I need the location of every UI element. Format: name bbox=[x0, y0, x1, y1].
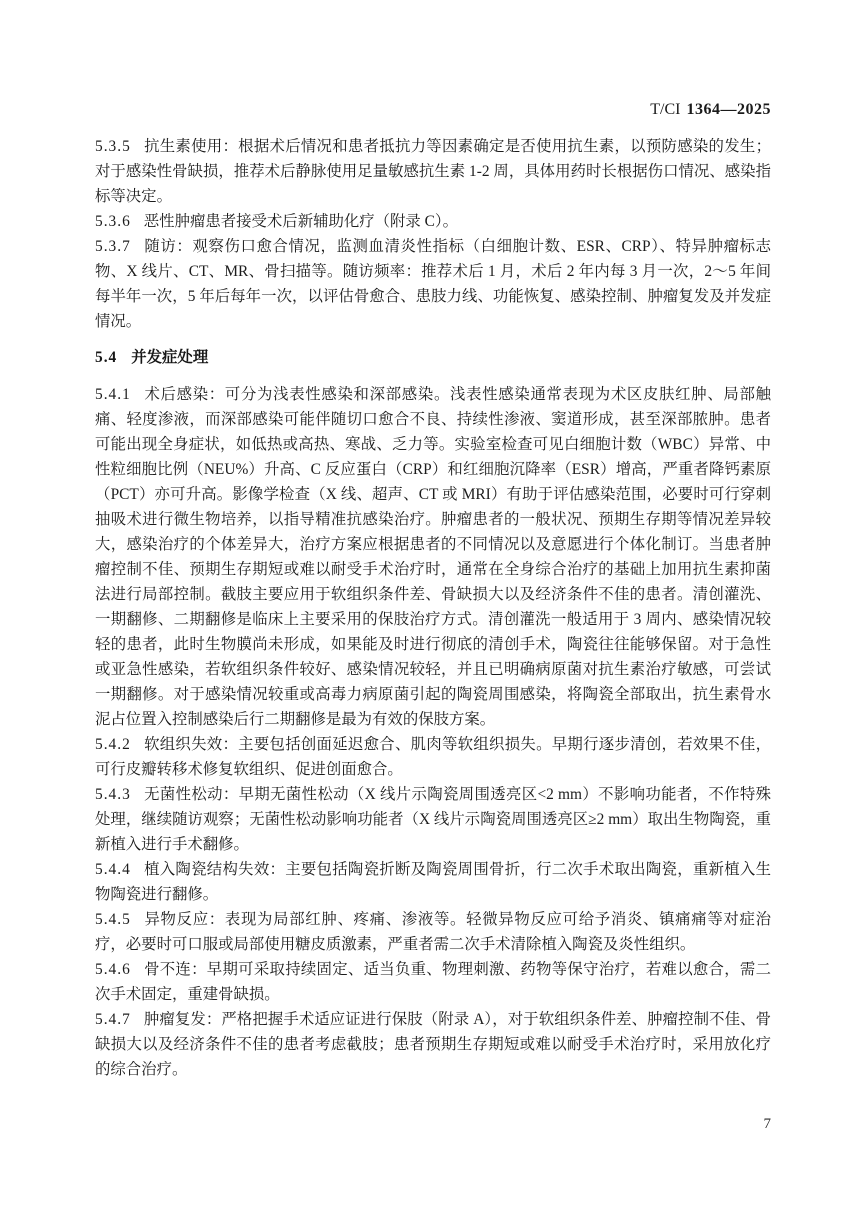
doc-standard-prefix: T/CI bbox=[650, 101, 681, 118]
page-number: 7 bbox=[763, 1116, 771, 1132]
clause-text: 抗生素使用：根据术后情况和患者抵抗力等因素确定是否使用抗生素，以预防感染的发生；对于感染性骨缺损，推荐术后静脉使用足量敏感抗生素 1-2 周，具体用药时长根据伤口情况、感染指标等决定。 bbox=[95, 138, 771, 205]
clause-number: 5.3.6 bbox=[95, 213, 131, 230]
clause-number: 5.4.6 bbox=[95, 961, 131, 978]
doc-standard-code bbox=[95, 101, 771, 119]
clause-text: 软组织失效：主要包括创面延迟愈合、肌肉等软组织损失。早期行逐步清创，若效果不佳，可行皮瓣转移术修复软组织、促进创面愈合。 bbox=[95, 736, 771, 778]
clause-5-4-1 bbox=[95, 382, 771, 732]
section-heading-5-4 bbox=[95, 345, 771, 370]
clause-number: 5.3.5 bbox=[95, 138, 131, 155]
clause-text: 随访：观察伤口愈合情况，监测血清炎性指标（白细胞计数、ESR、CRP）、特异肿瘤标志物、X 线片、CT、MR、骨扫描等。随访频率：推荐术后 1 月，术后 2 年内每 3 月一次，2～5 年间每半年一次，5 年后每年一次，以评估骨愈合、患肢力线、功能恢复、感染控制、肿瘤复发及并发症情况。 bbox=[95, 238, 771, 330]
clause-text: 术后感染：可分为浅表性感染和深部感染。浅表性感染通常表现为术区皮肤红肿、局部触痛、轻度渗液，而深部感染可能伴随切口愈合不良、持续性渗液、窦道形成，甚至深部脓肿。患者可能出现全身症状，如低热或高热、寒战、乏力等。实验室检查可见白细胞计数（WBC）异常、中性粒细胞比例（NEU%）升高、C 反应蛋白（CRP）和红细胞沉降率（ESR）增高，严重者降钙素原（PCT）亦可升高。影像学检查（X 线、超声、CT 或 MRI）有助于评估感染范围，必要时可行穿刺抽吸术进行微生物培养，以指导精准抗感染治疗。肿瘤患者的一般状况、预期生存期等情况差异较大，感染治疗的个体差异大，治疗方案应根据患者的不同情况以及意愿进行个体化制订。当患者肿瘤控制不佳、预期生存期短或难以耐受手术治疗时，通常在全身综合治疗的基础上加用抗生素抑菌法进行局部控制。截肢主要应用于软组织条件差、骨缺损大以及经济条件不佳的患者。清创灌洗、一期翻修、二期翻修是临床上主要采用的保肢治疗方式。清创灌洗一般适用于 3 周内、感染情况较轻的患者，此时生物膜尚未形成，如果能及时进行彻底的清创手术，陶瓷往往能够保留。对于急性或亚急性感染，若软组织条件较好、感染情况较轻，并且已明确病原菌对抗生素治疗敏感，可尝试一期翻修。对于感染情况较重或高毒力病原菌引起的陶瓷周围感染，将陶瓷全部取出，抗生素骨水泥占位置入控制感染后行二期翻修是最为有效的保肢方案。 bbox=[95, 386, 771, 728]
clause-5-3-5 bbox=[95, 134, 771, 209]
clause-5-3-6 bbox=[95, 209, 771, 234]
clause-number: 5.4.1 bbox=[95, 386, 131, 403]
clause-number: 5.3.7 bbox=[95, 238, 131, 255]
clause-5-3-7 bbox=[95, 234, 771, 334]
clause-number: 5.4.4 bbox=[95, 861, 131, 878]
page-body bbox=[95, 134, 771, 1082]
clause-5-4-4 bbox=[95, 857, 771, 907]
clause-text: 骨不连：早期可采取持续固定、适当负重、物理刺激、药物等保守治疗，若难以愈合，需二次手术固定，重建骨缺损。 bbox=[95, 961, 771, 1003]
clause-number: 5.4.2 bbox=[95, 736, 131, 753]
clause-number: 5.4.5 bbox=[95, 911, 131, 928]
clause-text: 异物反应：表现为局部红肿、疼痛、渗液等。轻微异物反应可给予消炎、镇痛痛等对症治疗，必要时可口服或局部使用糖皮质激素，严重者需二次手术清除植入陶瓷及炎性组织。 bbox=[95, 911, 771, 953]
clause-5-4-7 bbox=[95, 1007, 771, 1082]
clause-5-4-2 bbox=[95, 732, 771, 782]
section-number: 5.4 bbox=[95, 349, 118, 366]
clause-text: 恶性肿瘤患者接受术后新辅助化疗（附录 C）。 bbox=[143, 213, 459, 230]
clause-text: 肿瘤复发：严格把握手术适应证进行保肢（附录 A），对于软组织条件差、肿瘤控制不佳、骨缺损大以及经济条件不佳的患者考虑截肢；患者预期生存期短或难以耐受手术治疗时，采用放化疗的综合治疗。 bbox=[95, 1011, 771, 1078]
clause-text: 植入陶瓷结构失效：主要包括陶瓷折断及陶瓷周围骨折，行二次手术取出陶瓷，重新植入生物陶瓷进行翻修。 bbox=[95, 861, 771, 903]
clause-number: 5.4.3 bbox=[95, 786, 131, 803]
section-title: 并发症处理 bbox=[131, 349, 209, 366]
clause-5-4-5 bbox=[95, 907, 771, 957]
clause-text: 无菌性松动：早期无菌性松动（X 线片示陶瓷周围透亮区<2 mm）不影响功能者，不作特殊处理，继续随访观察；无菌性松动影响功能者（X 线片示陶瓷周围透亮区≥2 mm）取出生物陶瓷，重新植入进行手术翻修。 bbox=[95, 786, 771, 853]
clause-5-4-3 bbox=[95, 782, 771, 857]
clause-number: 5.4.7 bbox=[95, 1011, 131, 1028]
clause-5-4-6 bbox=[95, 957, 771, 1007]
doc-standard-number: 1364—2025 bbox=[686, 101, 771, 118]
